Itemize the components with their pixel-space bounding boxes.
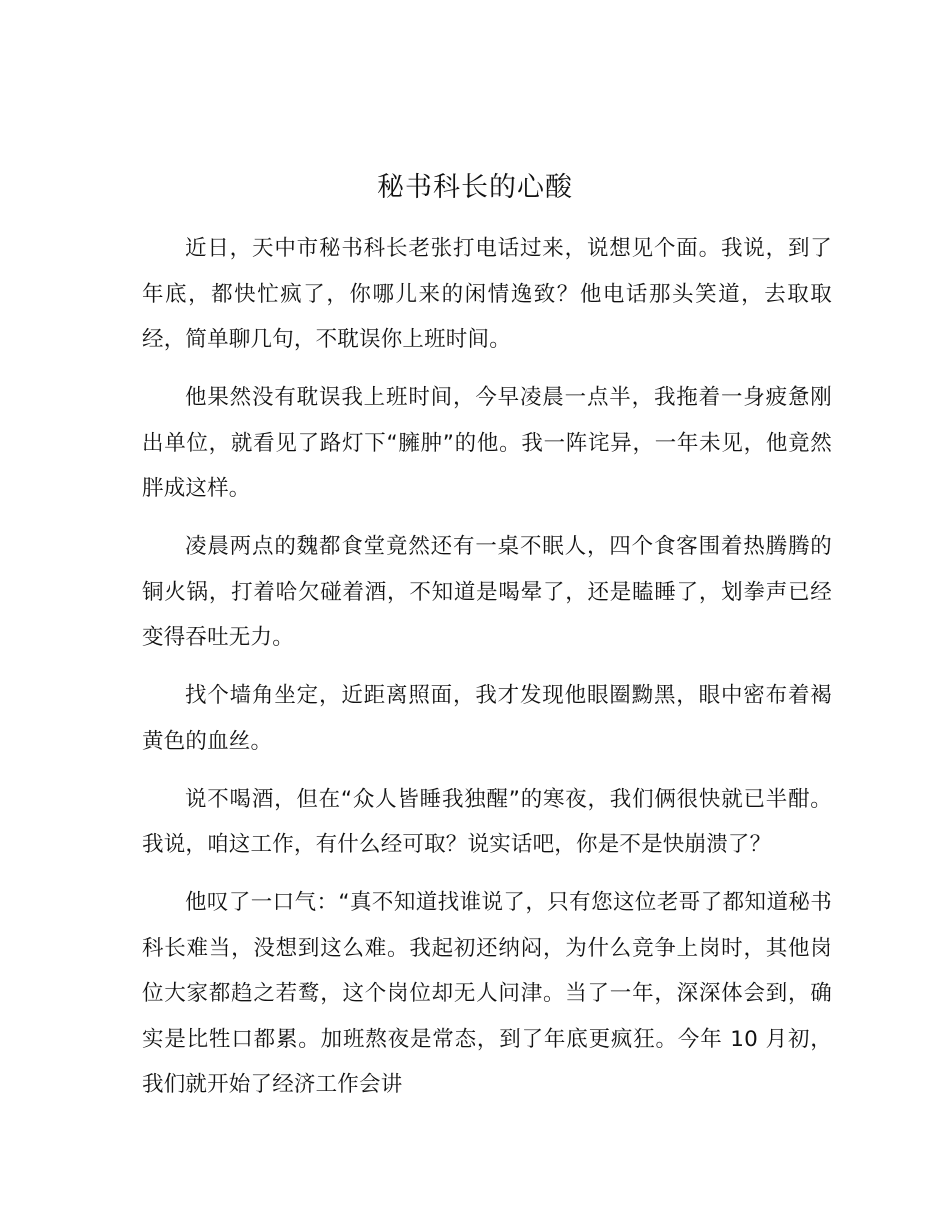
- paragraph: 找个墙角坐定，近距离照面，我才发现他眼圈黝黑，眼中密布着褐黄色的血丝。: [142, 683, 832, 754]
- document-title: 秘书科长的心酸: [377, 172, 573, 203]
- paragraph: 近日，天中市秘书科长老张打电话过来，说想见个面。我说，到了年底，都快忙疯了，你哪儿来的闲情逸致？他电话那头笑道，去取取经，简单聊几句，不耽误你上班时间。: [142, 236, 832, 352]
- document-body: [142, 226, 832, 1120]
- paragraph: 凌晨两点的魏都食堂竟然还有一桌不眠人，四个食客围着热腾腾的铜火锅，打着哈欠碰着酒，不知道是喝晕了，还是瞌睡了，划拳声已经变得吞吐无力。: [142, 534, 832, 650]
- paragraph: 他叹了一口气：“真不知道找谁说了，只有您这位老哥了都知道秘书科长难当，没想到这么难。我起初还纳闷，为什么竞争上岗时，其他岗位大家都趋之若鹜，这个岗位却无人问津。当了一年，深深体会到，确实是比牲口都累。加班熬夜是常态，到了年底更疯狂。今年 10 月初，我们就开始了经济工作会讲: [142, 890, 832, 1097]
- paragraph: 他果然没有耽误我上班时间，今早凌晨一点半，我拖着一身疲惫刚出单位，就看见了路灯下“臃肿”的他。我一阵诧异，一年未见，他竟然胖成这样。: [142, 385, 832, 501]
- paragraph: 说不喝酒，但在“众人皆睡我独醒”的寒夜，我们俩很快就已半酣。我说，咱这工作，有什么经可取？说实话吧，你是不是快崩溃了？: [142, 786, 832, 857]
